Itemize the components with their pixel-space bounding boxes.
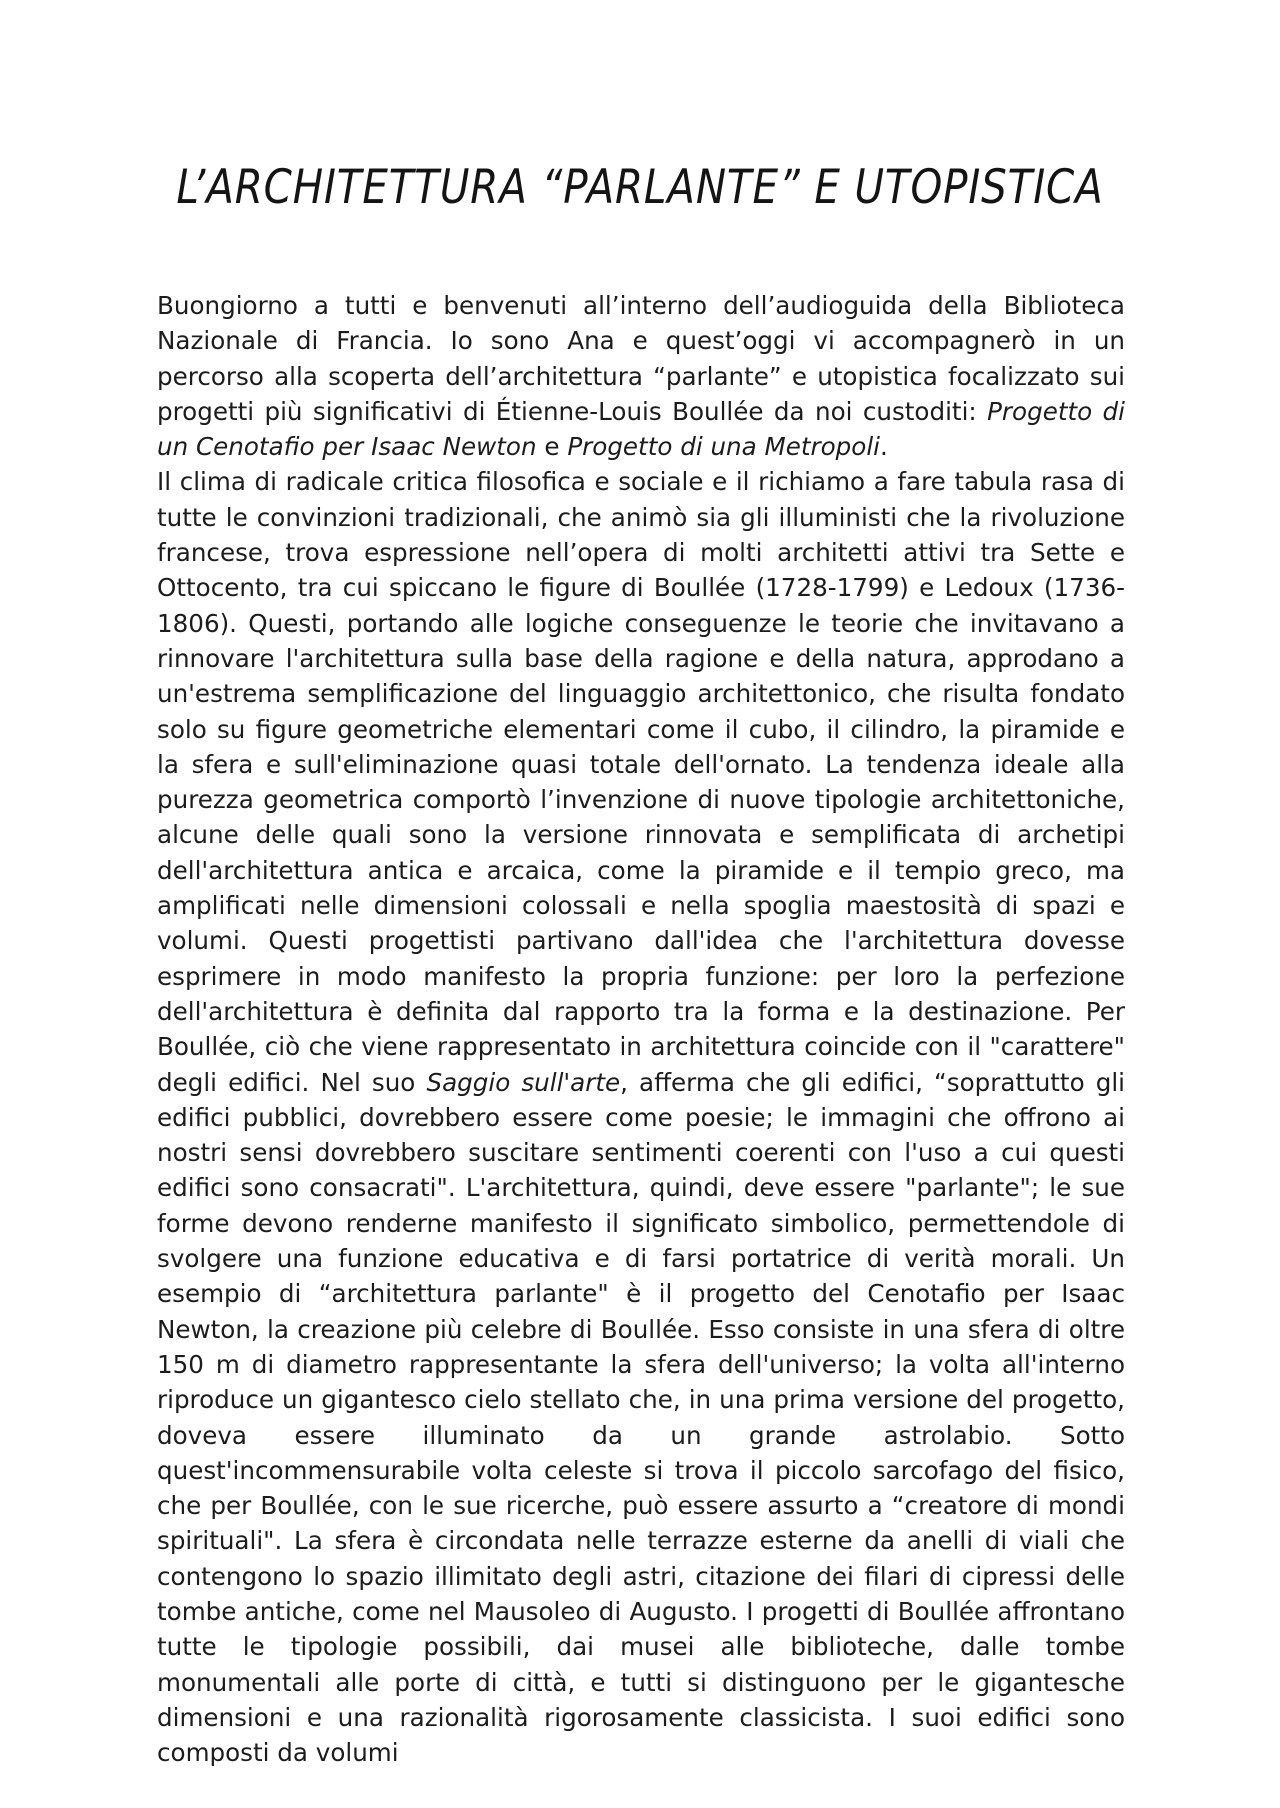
- document-body: [157, 288, 1125, 1770]
- work-title-metropolis: Progetto di una Metropoli: [567, 432, 881, 462]
- main-text-part-1: Il clima di radicale critica filosofica e sociale e il richiamo a fare tabula rasa di tutte le convinzioni tradizionali, che animò sia gli illuministi che la rivoluzione francese, trova espressione nell’opera di molti architetti attivi tra Sette e Ottocento, tra cui spiccano le figure di Boullée (1728-1799) e Ledoux (1736-1806). Questi, portando alle logiche conseguenze le teorie che invitavano a rinnovare l'architettura sulla base della ragione e della natura, approdano a un'estrema semplificazione del linguaggio architettonico, che risulta fondato solo su figure geometriche elementari come il cubo, il cilindro, la piramide e la sfera e sull'eliminazione quasi totale dell'ornato. La tendenza ideale alla purezza geometrica comportò l’invenzione di nuove tipologie architettoniche, alcune delle quali sono la versione rinnovata e semplificata di archetipi dell'architettura antica e arcaica, come la piramide e il tempio greco, ma amplificati nelle dimensioni colossali e nella spoglia maestosità di spazi e volumi. Questi progettisti partivano dall'idea che l'architettura dovesse esprimere in modo manifesto la propria funzione: per loro la perfezione dell'architettura è definita dal rapporto tra la forma e la destinazione. Per Boullée, ciò che viene rappresentato in architettura coincide con il "carattere" degli edifici. Nel suo: [157, 467, 1125, 1097]
- main-text-part-2: , afferma che gli edifici, “soprattutto gli edifici pubblici, dovrebbero essere come poesie; le immagini che offrono ai nostri sensi dovrebbero suscitare sentimenti coerenti con l'uso a cui questi edifici sono consacrati". L'architettura, quindi, deve essere "parlante"; le sue forme devono renderne manifesto il significato simbolico, permettendole di svolgere una funzione educativa e di farsi portatrice di verità morali. Un esempio di “architettura parlante" è il progetto del Cenotafio per Isaac Newton, la creazione più celebre di Boullée. Esso consiste in una sfera di oltre 150 m di diametro rappresentante la sfera dell'universo; la volta all'interno riproduce un gigantesco cielo stellato che, in una prima versione del progetto, doveva essere illuminato da un grande astrolabio. Sotto quest'incommensurabile volta celeste si trova il piccolo sarcofago del fisico, che per Boullée, con le sue ricerche, può essere assurto a “creatore di mondi spirituali". La sfera è circondata nelle terrazze esterne da anelli di viali che contengono lo spazio illimitato degli astri, citazione dei filari di cipressi delle tombe antiche, come nel Mausoleo di Augusto. I progetti di Boullée affrontano tutte le tipologie possibili, dai musei alle biblioteche, dalle tombe monumentali alle porte di città, e tutti si distinguono per le gigantesche dimensioni e una razionalità rigorosamente classicista. I suoi edifici sono composti da volumi: [157, 1067, 1125, 1768]
- intro-paragraph: [157, 288, 1125, 464]
- intro-conjunction: e: [536, 432, 568, 462]
- work-title-cenotaph: Progetto di un Cenotafio per Isaac Newton: [157, 396, 1126, 462]
- page-title: L’ARCHITETTURA “PARLANTE” E UTOPISTICA: [176, 160, 1104, 215]
- main-paragraph: [157, 464, 1125, 1770]
- work-title-essay: Saggio sull'arte: [426, 1067, 621, 1097]
- intro-text: Buongiorno a tutti e benvenuti all’interno dell’audioguida della Biblioteca Nazionale di Francia. Io sono Ana e quest’oggi vi accompagnerò in un percorso alla scoperta dell’architettura “parlante” e utopistica focalizzato sui progetti più significativi di Étienne-Louis Boullée da noi custoditi:: [157, 291, 1125, 426]
- intro-period: .: [880, 432, 888, 462]
